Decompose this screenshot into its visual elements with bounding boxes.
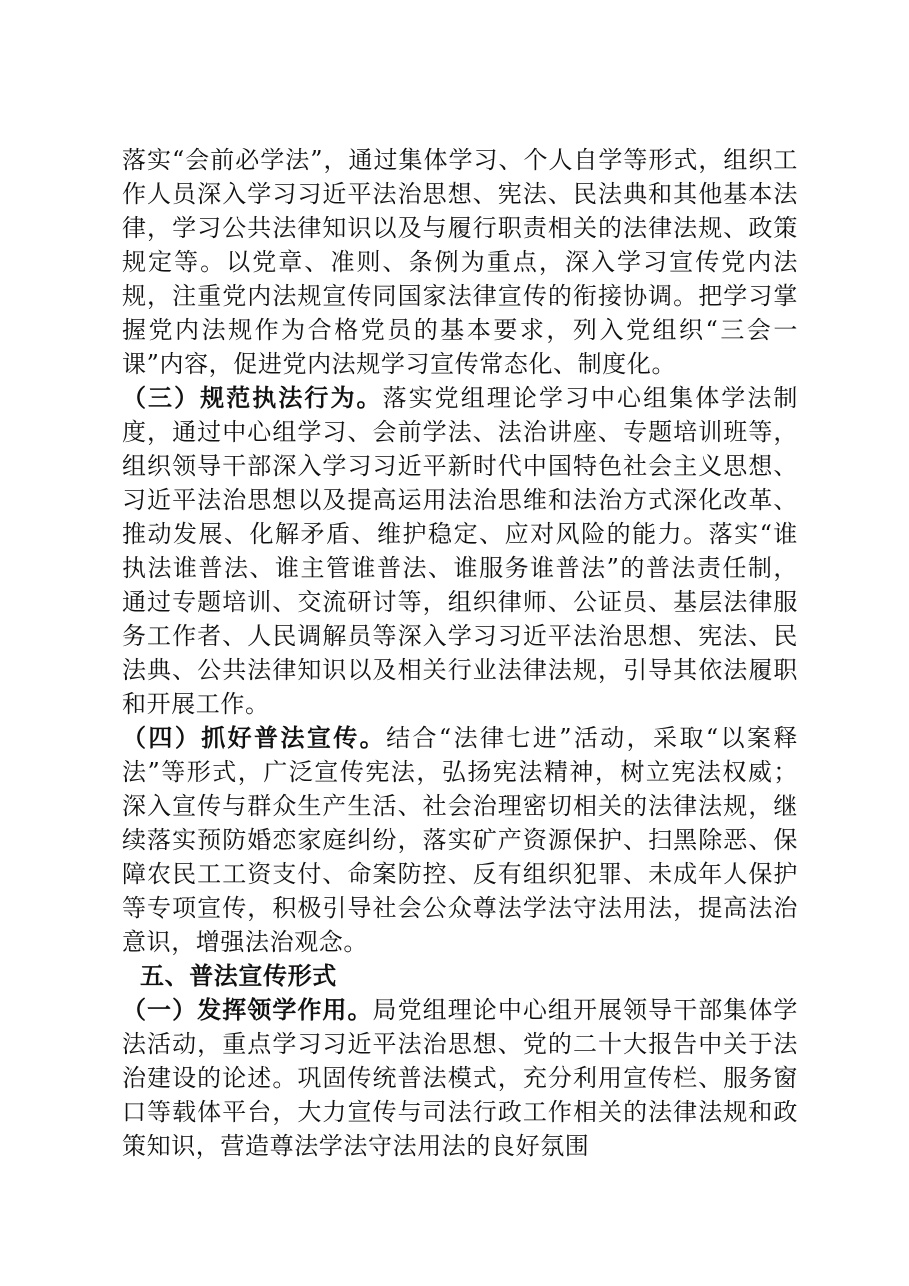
paragraph-leading-study [122, 993, 798, 1163]
paragraph-body-4: 结合“法律七进”活动，采取“以案释法”等形式，广泛宣传宪法，弘扬宪法精神，树立宪法权威；深入宣传与群众生产生活、社会治理密切相关的法律法规，继续落实预防婚恋家庭纠纷，落实矿产资源保护、扫黑除恶、保障农民工工资支付、命案防控、反有组织犯罪、未成年人保护等专项宣传，积极引导社会公众尊法学法守法用法，提高法治意识，增强法治观念。 [122, 724, 798, 956]
paragraph-body-3: 落实党组理论学习中心组集体学法制度，通过中心组学习、会前学法、法治讲座、专题培训班等，组织领导干部深入学习习近平新时代中国特色社会主义思想、习近平法治思想以及提高运用法治思维和法治方式深化改革、推动发展、化解矛盾、维护稳定、应对风险的能力。落实“谁执法谁普法、谁主管谁普法、谁服务谁普法”的普法责任制，通过专题培训、交流研讨等，组织律师、公证员、基层法律服务工作者、人民调解员等深入学习习近平法治思想、宪法、民法典、公共法律知识以及相关行业法律法规，引导其依法履职和开展工作。 [122, 384, 798, 718]
section-heading-5: 五、普法宣传形式 [140, 962, 337, 990]
paragraph-continued: 落实“会前必学法”，通过集体学习、个人自学等形式，组织工作人员深入学习习近平法治思想、宪法、民法典和其他基本法律，学习公共法律知识以及与履行职责相关的法律法规、政策规定等。以党章、准则、条例为重点，深入学习宣传党内法规，注重党内法规宣传同国家法律宣传的衔接协调。把学习掌握党内法规作为合格党员的基本要求，列入党组织“三会一课”内容，促进党内法规学习宣传常态化、制度化。 [122, 146, 798, 378]
paragraph-lead-3: （三）规范执法行为。 [122, 383, 383, 412]
paragraph-body-5-1: 局党组理论中心组开展领导干部集体学法活动，重点学习习近平法治思想、党的二十大报告中关于法治建设的论述。巩固传统普法模式，充分利用宣传栏、服务窗口等载体平台，大力宣传与司法行政工作相关的法律法规和政策知识，营造尊法学法守法用法的良好氛围 [122, 996, 799, 1160]
document-body [122, 143, 798, 1163]
paragraph-legal-publicity [122, 721, 798, 959]
paragraph-lead-5-1: （一）发挥领学作用。 [122, 995, 373, 1024]
paragraph-lead-4: （四）抓好普法宣传。 [122, 723, 387, 752]
paragraph-standardize-law-enforcement [122, 381, 798, 721]
